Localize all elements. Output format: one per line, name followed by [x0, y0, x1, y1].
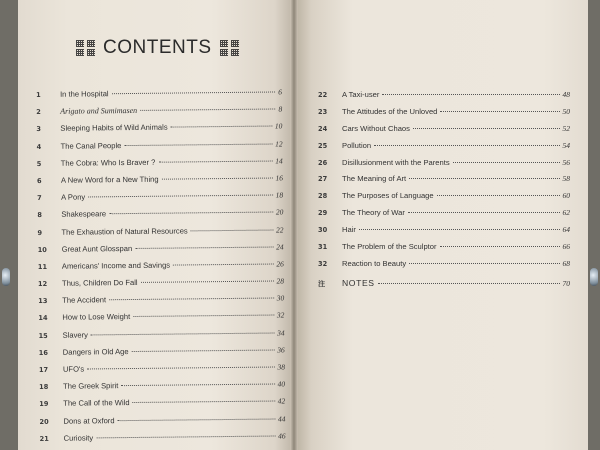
page-title: CONTENTS	[103, 37, 212, 58]
chapter-page-number: 66	[562, 242, 570, 252]
dot-leader	[162, 177, 273, 179]
chapter-page-number: 12	[275, 138, 283, 149]
dot-leader	[121, 384, 274, 387]
toc-right-column	[318, 90, 570, 276]
chapter-title: Dangers in Old Age	[62, 346, 129, 357]
chapter-title: Americans' Income and Savings	[61, 260, 171, 271]
chapter-number: 25	[318, 141, 328, 150]
chapter-page-number: 60	[562, 191, 570, 201]
dot-leader	[409, 178, 559, 179]
chapter-page-number: 34	[277, 328, 285, 338]
chapter-page-number: 54	[562, 140, 570, 150]
chapter-title: The Attitudes of the Unloved	[342, 106, 438, 116]
toc-entry	[318, 242, 570, 259]
chapter-number: 23	[318, 107, 328, 116]
chapter-number: 31	[318, 243, 328, 252]
chapter-number: 6	[36, 176, 42, 185]
toc-entry	[318, 191, 570, 208]
chapter-page-number: 68	[562, 258, 570, 268]
chapter-number: 15	[38, 331, 48, 340]
toc-entry	[318, 141, 570, 158]
chapter-page-number: 8	[278, 104, 283, 114]
chapter-title: Pollution	[342, 140, 372, 150]
chapter-number: 10	[37, 245, 47, 254]
dot-leader	[171, 126, 272, 128]
dot-leader	[191, 229, 273, 231]
chapter-number: 2	[36, 108, 41, 117]
dot-leader	[378, 283, 560, 284]
chapter-title: The Meaning of Art	[342, 174, 407, 184]
chapter-number: 16	[38, 348, 48, 357]
notes-marker: 注	[318, 280, 325, 288]
chapter-number: 1	[36, 90, 41, 99]
book-gutter	[290, 0, 298, 450]
toc-entry	[318, 90, 570, 107]
contents-heading	[76, 34, 239, 62]
chapter-page-number: 20	[275, 207, 284, 217]
chapter-number: 26	[318, 158, 328, 167]
chapter-number: 5	[36, 159, 42, 168]
chapter-title: The Purposes of Language	[342, 191, 434, 201]
chapter-number: 8	[37, 211, 42, 220]
chapter-page-number: 6	[278, 87, 283, 97]
chapter-number: 24	[318, 124, 328, 133]
chapter-number: 32	[318, 259, 328, 268]
chapter-title: Great Aunt Glosspan	[61, 243, 133, 254]
chapter-title: Cars Without Chaos	[342, 123, 410, 133]
chapter-page-number: 22	[275, 224, 284, 234]
chapter-number: 3	[36, 125, 42, 134]
chapter-page-number: 30	[276, 293, 285, 303]
toc-entry	[318, 225, 570, 242]
chapter-page-number: 14	[275, 156, 283, 166]
chapter-number: 9	[37, 228, 43, 237]
chapter-number: 21	[39, 434, 49, 443]
chapter-page-number: 36	[277, 345, 285, 355]
chapter-title: A Pony	[61, 192, 86, 202]
chapter-title: The Theory of War	[342, 208, 405, 218]
toc-entry	[318, 124, 570, 141]
chapter-title: Curiosity	[63, 433, 94, 443]
chapter-title: A Taxi-user	[342, 90, 380, 99]
dot-leader	[135, 246, 273, 248]
dot-leader	[141, 281, 274, 283]
toc-entry	[318, 208, 570, 225]
chapter-number: 14	[38, 314, 48, 323]
notes-page-number: 70	[562, 279, 570, 288]
chapter-title: Reaction to Beauty	[342, 258, 407, 268]
dot-leader	[437, 195, 560, 196]
chapter-page-number: 64	[562, 225, 570, 235]
chapter-title: Arigato and Sumimasen	[60, 106, 138, 116]
dot-leader	[440, 111, 559, 112]
dot-leader	[408, 212, 560, 213]
chapter-title: The Cobra: Who Is Braver ?	[60, 157, 156, 168]
chapter-number: 4	[36, 142, 42, 151]
chapter-number: 18	[39, 383, 49, 392]
notes-title: NOTES	[342, 278, 375, 288]
chapter-page-number: 18	[275, 190, 284, 200]
dot-leader	[91, 332, 274, 335]
chapter-title: A New Word for a New Thing	[60, 174, 159, 185]
chapter-page-number: 50	[562, 106, 570, 116]
chapter-page-number: 28	[276, 276, 285, 286]
chapter-number: 20	[39, 417, 49, 426]
chapter-title: In the Hospital	[59, 89, 109, 99]
toc-entry	[318, 174, 570, 191]
chapter-page-number: 44	[277, 413, 286, 424]
dot-leader	[374, 145, 559, 146]
dot-leader	[109, 212, 273, 215]
chapter-number: 11	[37, 262, 48, 271]
dot-leader	[173, 263, 273, 265]
chapter-number: 28	[318, 192, 328, 201]
chapter-number: 13	[38, 297, 48, 306]
chapter-title: Disillusionment with the Parents	[342, 157, 450, 167]
chapter-page-number: 62	[562, 208, 570, 218]
chapter-number: 29	[318, 209, 328, 218]
dot-leader	[132, 349, 275, 351]
chapter-title: Thus, Children Do Fall	[61, 278, 138, 288]
chapter-page-number: 56	[562, 157, 570, 167]
dot-leader	[359, 229, 560, 230]
chapter-number: 27	[318, 175, 328, 184]
chapter-page-number: 32	[276, 310, 285, 320]
dot-leader	[453, 162, 560, 163]
chapter-title: The Problem of the Sculptor	[342, 242, 437, 252]
chapter-title: Hair	[342, 225, 356, 235]
dot-leader	[140, 109, 275, 111]
toc-left-column	[36, 87, 286, 450]
dot-leader	[112, 91, 276, 94]
chapter-page-number: 26	[276, 259, 284, 269]
chapter-number: 19	[39, 400, 49, 409]
chapter-number: 17	[38, 365, 49, 374]
toc-entry	[318, 259, 570, 276]
dot-leader	[124, 143, 272, 146]
toc-entry	[318, 107, 570, 124]
chapter-title: Dons at Oxford	[63, 415, 115, 426]
chapter-number: 12	[37, 279, 48, 289]
page-clip-left	[2, 268, 10, 286]
chapter-title: Slavery	[62, 330, 88, 340]
chapter-number: 30	[318, 226, 328, 235]
chapter-title: Sleeping Habits of Wild Animals	[60, 122, 168, 134]
chapter-title: Shakespeare	[61, 209, 107, 220]
ornament-right-icon	[220, 40, 239, 56]
dot-leader	[118, 418, 275, 421]
dot-leader	[409, 263, 559, 264]
chapter-page-number: 46	[278, 431, 286, 441]
dot-leader	[87, 367, 274, 370]
chapter-page-number: 10	[274, 121, 283, 131]
toc-notes-entry	[318, 278, 570, 289]
dot-leader	[88, 195, 272, 198]
chapter-title: The Exhaustion of Natural Resources	[61, 225, 188, 237]
dot-leader	[413, 128, 560, 129]
chapter-page-number: 48	[562, 90, 570, 99]
chapter-title: How to Lose Weight	[62, 312, 131, 323]
chapter-number: 22	[318, 91, 328, 99]
chapter-page-number: 24	[276, 242, 284, 252]
dot-leader	[96, 435, 275, 438]
toc-entry	[318, 158, 570, 175]
dot-leader	[133, 315, 274, 317]
chapter-title: The Accident	[62, 295, 107, 305]
page-clip-right	[590, 268, 598, 286]
chapter-page-number: 42	[277, 396, 286, 406]
ornament-left-icon	[76, 40, 95, 56]
chapter-title: The Canal People	[60, 140, 122, 151]
chapter-title: The Call of the Wild	[63, 398, 130, 409]
chapter-page-number: 16	[275, 173, 283, 183]
toc-entry	[40, 431, 286, 450]
chapter-page-number: 52	[562, 123, 570, 133]
chapter-title: UFO's	[62, 364, 85, 374]
chapter-page-number: 40	[277, 379, 286, 389]
dot-leader	[440, 246, 560, 247]
chapter-page-number: 38	[277, 362, 285, 372]
dot-leader	[133, 401, 275, 403]
chapter-number: 7	[37, 194, 42, 203]
dot-leader	[158, 160, 272, 162]
chapter-page-number: 58	[562, 174, 570, 184]
chapter-title: The Greek Spirit	[63, 381, 119, 391]
dot-leader	[109, 298, 274, 301]
dot-leader	[382, 94, 559, 95]
